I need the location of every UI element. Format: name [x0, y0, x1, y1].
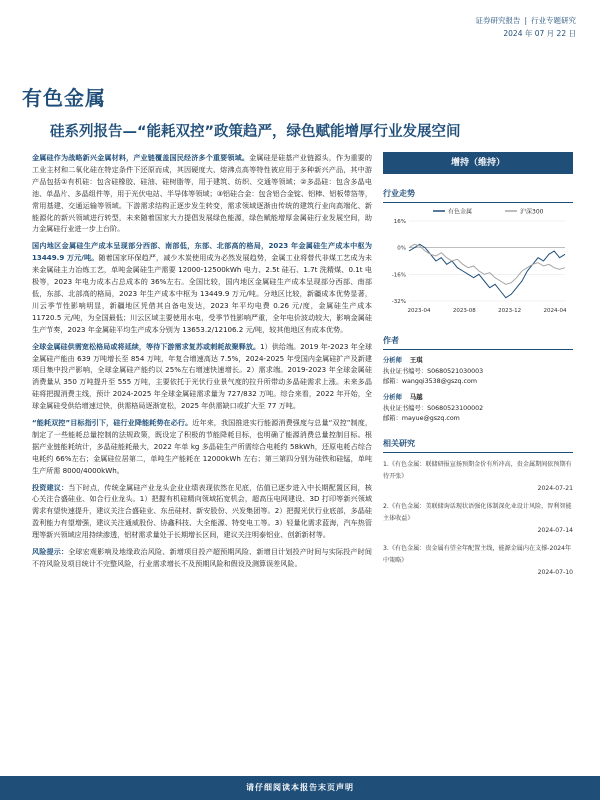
lead-risk: 风险提示： [32, 547, 69, 557]
report-kind: 证券研究报告 [475, 16, 521, 25]
lead-investment: 投资建议： [32, 482, 69, 492]
industry-title: 有色金属 [22, 86, 106, 110]
report-date: 2024 年 07 月 22 日 [503, 29, 576, 38]
footer-disclaimer: 请仔细阅读本报告末页声明 [0, 776, 600, 800]
paragraph-supply-demand [32, 341, 372, 412]
related-heading: 相关研究 [383, 438, 573, 453]
sidebar [383, 152, 573, 579]
related-report-title[interactable]: 1.《有色金属：联储研报宣扬预期金价有所冲高，贵金属期间依预期有待开张》 [383, 461, 572, 480]
y-tick-label: -16% [391, 272, 406, 279]
lead-cost: 国内地区金属硅生产成本呈现部分西部、南部低，东部、北部高的格局，2023 年金属硅生产成本中枢为 13449.9 万元/吨。 [32, 241, 372, 263]
trend-chart [383, 205, 573, 321]
report-header: 证券研究报告 | 行业专题研究 2024 年 07 月 22 日 [475, 16, 576, 38]
paragraph-cost [32, 240, 372, 335]
y-tick-label: 0% [397, 245, 406, 252]
y-tick-label: -32% [391, 299, 406, 305]
series-line [409, 244, 565, 284]
related-report-date: 2024-07-10 [537, 569, 573, 576]
x-tick-label: 2023-04 [407, 308, 431, 314]
x-tick-label: 2023-12 [498, 308, 522, 314]
text-cost: 随着国家环保趋严，减少木炭使用成为必然发展趋势，金属工业将替代非煤工艺成为未来金属硅主力冶炼工艺，单吨金属硅生产需要 12000-12500kWh 电力、2.5t 硅石、1.7t 洗精煤、0.1t 电极等，2023 年电力成本占总成本的 36%左右。全国比较，国内地区金属硅生产成本呈现部分西部、南部低，东部、北部高的格局，2023 年生产成本中枢为 13449.9 万元/吨。分地区比较，新疆成本优势显著，川云季节性影响明显，新疆地区凭借其自备电发达，2023 年平均电费 0.26 元/度，金属硅生产成本 11720.5 元/吨，为全国最低；川云区域主要使用水电，受季节性影响严重，全年电价波动较大，影响金属硅生产节奏，2023 年金属硅平均生产成本分别为 13653.2/12106.2 元/吨，较其他地区有成本优势。 [32, 253, 372, 334]
related-report[interactable] [383, 459, 573, 495]
analyst-role: 分析师 [383, 394, 402, 401]
related-report-title[interactable]: 3.《有色金属：贵金属有望全年配置主线，能源金属内在支撑-2024年中策略》 [383, 545, 572, 564]
text-investment: 当下时点，传统金属硅产业龙头企业业绩表现依然在见底，估值已逐步进入中长期配置区间，核心关注合盛硅业、如合行业龙头。1）把握有机硅精向领域拓宽机会，超高压电网建设、3D 打印等新兴领域需求有望快速提升，建议关注合盛硅业、东岳硅材、新安股份、兴发集团等。2）把握光伏行业底部，多晶硅盈利能力有望增强，建议关注通威股份、协鑫科技、大全能源、特变电工等。3）轻量化需求蓝海，汽车热管理等新兴领域应用持续渗透，铝材需求量处于长期增长区间，建议关注明泰铝业、创新新材等。 [32, 482, 372, 540]
analyst-name: 马越 [409, 394, 423, 401]
related-report-title[interactable]: 2.《有色金属：美联储询话现状语强化体制深化业设计风险，智利智能主体收益》 [383, 503, 572, 522]
rating-badge: 增持（维持） [383, 152, 573, 174]
report-subtitle: 硅系列报告—“能耗双控”政策趋严，绿色赋能增厚行业发展空间 [50, 124, 461, 140]
text-energy: 近年来，我国推进实行能源消费强度与总量“双控”制度，制定了一些能耗总量控制的法规政策，既设定了积极的节能降耗目标，也明确了能源消费总量控制目标。根据产业链能耗统计，多晶硅能耗最大，2022 年单 kg 多晶硅生产所需综合电耗约 58kWh，还原电耗占综合电耗约 66%左右；金属硅位居第二，单吨生产能耗在 12000kWh 左右；第三第四分别为硅铁和硅锰，单吨生产所需 8000/4000kWh。 [32, 418, 372, 475]
report-body [32, 152, 372, 570]
analyst-email[interactable]: 邮箱：wangqi3538@gszq.com [383, 378, 477, 385]
analyst-name: 王琪 [409, 357, 423, 364]
paragraph-energy [32, 417, 372, 477]
related-report[interactable] [383, 501, 573, 537]
report-type: 行业专题研究 [531, 16, 576, 25]
series-line [409, 244, 565, 297]
analyst-license: 执业证书编号：S0680521030003 [383, 368, 484, 375]
trend-chart-svg [383, 205, 573, 317]
analyst-role: 分析师 [383, 357, 402, 364]
text-supply-demand: 1）供给端。2019 年-2023 年全球金属硅产能由 639 万吨增长至 854 万吨，年复合增速高达 7.5%，2024-2025 年受国内金属硅扩产及新建项目集中投产影响，全球金属硅产能约以 25%左右增速快速增长。2）需求端。2019-2023 年全球金属硅消费量从 350 万吨提升至 555 万吨，主要依托于光伏行业景气度的拉升所带动多晶硅需求上涨。未来多晶硅将把握消费主线，预计 2024-2025 年全球金属硅需求量为 727/832 万吨。综合来看，2022 年开始，全球金属硅受供给增速过快，供需格局逐渐宽松，2025 年供需缺口或扩大至 77 万吨。 [32, 341, 372, 411]
analyst-card [383, 393, 573, 424]
lead-overview: 金属硅作为战略新兴金属材料，产业链覆盖国民经济多个重要领域。 [32, 153, 250, 162]
paragraph-risk [32, 546, 372, 570]
text-risk: 全球宏观影响及地缘政治风险、新增项目投产超预期风险、新增目计划投产时间与实际投产时间不符风险及项目统计不完整风险，行业需求增长不及预期风险和假设及测算误差风险。 [32, 547, 372, 568]
analysts-heading: 作者 [383, 335, 573, 350]
paragraph-overview [32, 152, 372, 235]
text-overview: 金属硅是硅基产业链源头，作为重要的工业主材和二氧化硅在特定条件下还原而成，其因硬度大、熔沸点高等特性被应用于多种新兴产品，其中游产品包括①有机硅：包含硅橡胶、硅油、硅树脂等，用于建筑、纺织、交通等领域；②多晶硅：包含多晶电池、单晶片、多晶组件等，用于光伏电站、半导体等领域；③铝硅合金：包含铝合金锭、铝棒、铝板带箔等，常用基建、交通运输等领域。下游需求结构正逐步发生转变，需求领域逐渐由传统的建筑行业向高端化、新能源化的新兴领域进行转型，未来随着国家大力提倡发展绿色能源，绿色赋能增厚金属硅行业发展空间，助力金属硅行业进一步上台阶。 [32, 153, 373, 234]
trend-heading: 行业走势 [383, 188, 573, 203]
analyst-email[interactable]: 邮箱：mayue@gszq.com [383, 415, 460, 422]
analyst-card [383, 356, 573, 387]
analyst-license: 执业证书编号：S0680523100002 [383, 405, 484, 412]
legend-label: 沪深300 [520, 208, 544, 216]
related-report-date: 2024-07-14 [537, 527, 573, 534]
legend-label: 有色金属 [448, 208, 473, 216]
lead-energy: “能耗双控”目标指引下，硅行业降能耗势在必行。 [32, 418, 193, 428]
paragraph-investment [32, 482, 372, 542]
x-tick-label: 2024-04 [543, 308, 567, 314]
related-report-date: 2024-07-21 [537, 485, 573, 492]
x-tick-label: 2023-08 [452, 308, 476, 314]
y-tick-label: 16% [393, 219, 406, 225]
lead-supply-demand: 全球金属硅供需宽松格局或将延续，等待下游需求复苏或刺耗故聚释放。 [32, 341, 261, 351]
related-report[interactable] [383, 543, 573, 579]
